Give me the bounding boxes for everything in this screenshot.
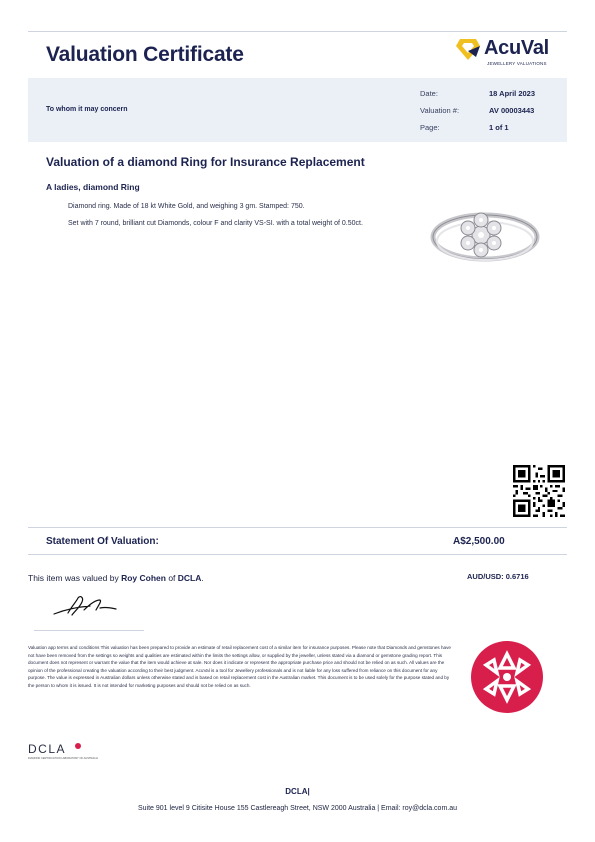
statement-top-rule <box>28 527 567 528</box>
dcla-logo-subtext: DIAMOND CERTIFICATION LABORATORY OF AUSTRALIA <box>28 757 99 760</box>
ring-photo <box>425 195 545 275</box>
acuval-logo <box>455 37 565 71</box>
valued-by-line <box>28 573 204 583</box>
section-title: Valuation of a diamond Ring for Insurance Replacement <box>46 155 365 169</box>
statement-value: A$2,500.00 <box>453 536 505 547</box>
item-description-2: Set with 7 round, brilliant cut Diamonds, colour F and clarity VS-SI. with a total weight of 0.50ct. <box>68 220 363 227</box>
item-title: A ladies, diamond Ring <box>46 182 140 192</box>
page-value: 1 of 1 <box>489 123 509 132</box>
valued-by-prefix: This item was valued by <box>28 573 122 583</box>
statement-bottom-rule <box>28 554 567 555</box>
signature-rule <box>34 630 144 631</box>
footer-address: Suite 901 level 9 Citisite House 155 Castlereagh Street, NSW 2000 Australia | Email: roy@dcla.com.au <box>137 805 458 812</box>
recipient-line: To whom it may concern <box>46 106 128 113</box>
valuer-signature <box>50 594 130 618</box>
valuation-number-value: AV 00003443 <box>489 106 535 115</box>
dcla-badge-icon <box>470 640 544 714</box>
page-title: Valuation Certificate <box>46 43 244 66</box>
item-description-1: Diamond ring. Made of 18 kt White Gold, and weighing 3 gm. Stamped: 750. <box>68 203 305 210</box>
footer-company: DCLA| <box>285 787 310 796</box>
valuer-name: Roy Cohen <box>121 573 166 583</box>
terms-and-conditions: Valuation app terms and conditions This valuation has been prepared to provide an estimate of retail replacement cost of a similar item for insurance purposes. Please note that Diamonds and gemstones have not have been removed from the settings so weights and qualities are estimated within the limits the settings allow, or supplied by the jeweller, unless stated via a diamond or gemstone grading report. This document does not represent or warrant the value that the item would achieve at sale. Nor does it indicate or represent the appropriate purchase price and should not be relied on as such. All values are the opinion of the professional creating the valuation according to their best judgment. AcuVal is a tool for Jewellery professionals and is not liable for any loss suffered from reliance on this document for any purpose. The value is expressed in Australian dollars unless otherwise stated and is based on retail replacement cost in the Australian market. This document is to be used solely for the purpose stated and by the person to whom it is issued. It is not intended for marketing purposes and should not be relied on as such. <box>28 645 451 688</box>
dcla-logo-text: DCLA <box>28 742 67 756</box>
exchange-rate: AUD/USD: 0.6716 <box>467 572 529 581</box>
qr-code <box>513 465 565 517</box>
valued-by-mid: of <box>165 573 178 583</box>
valuer-company: DCLA <box>177 573 202 583</box>
top-rule <box>28 31 567 32</box>
valued-by-suffix: . <box>201 573 204 583</box>
page-label: Page: <box>420 123 440 132</box>
dcla-logo-dot-icon <box>75 743 81 749</box>
logo-tagline: JEWELLERY VALUATIONS <box>487 61 547 66</box>
date-label: Date: <box>420 89 438 98</box>
date-value: 18 April 2023 <box>489 89 535 98</box>
valuation-number-label: Valuation #: <box>420 106 460 115</box>
dcla-logo <box>28 742 99 764</box>
acuval-gem-icon <box>455 37 481 61</box>
logo-name: AcuVal <box>484 37 549 59</box>
statement-label: Statement Of Valuation: <box>46 536 159 547</box>
